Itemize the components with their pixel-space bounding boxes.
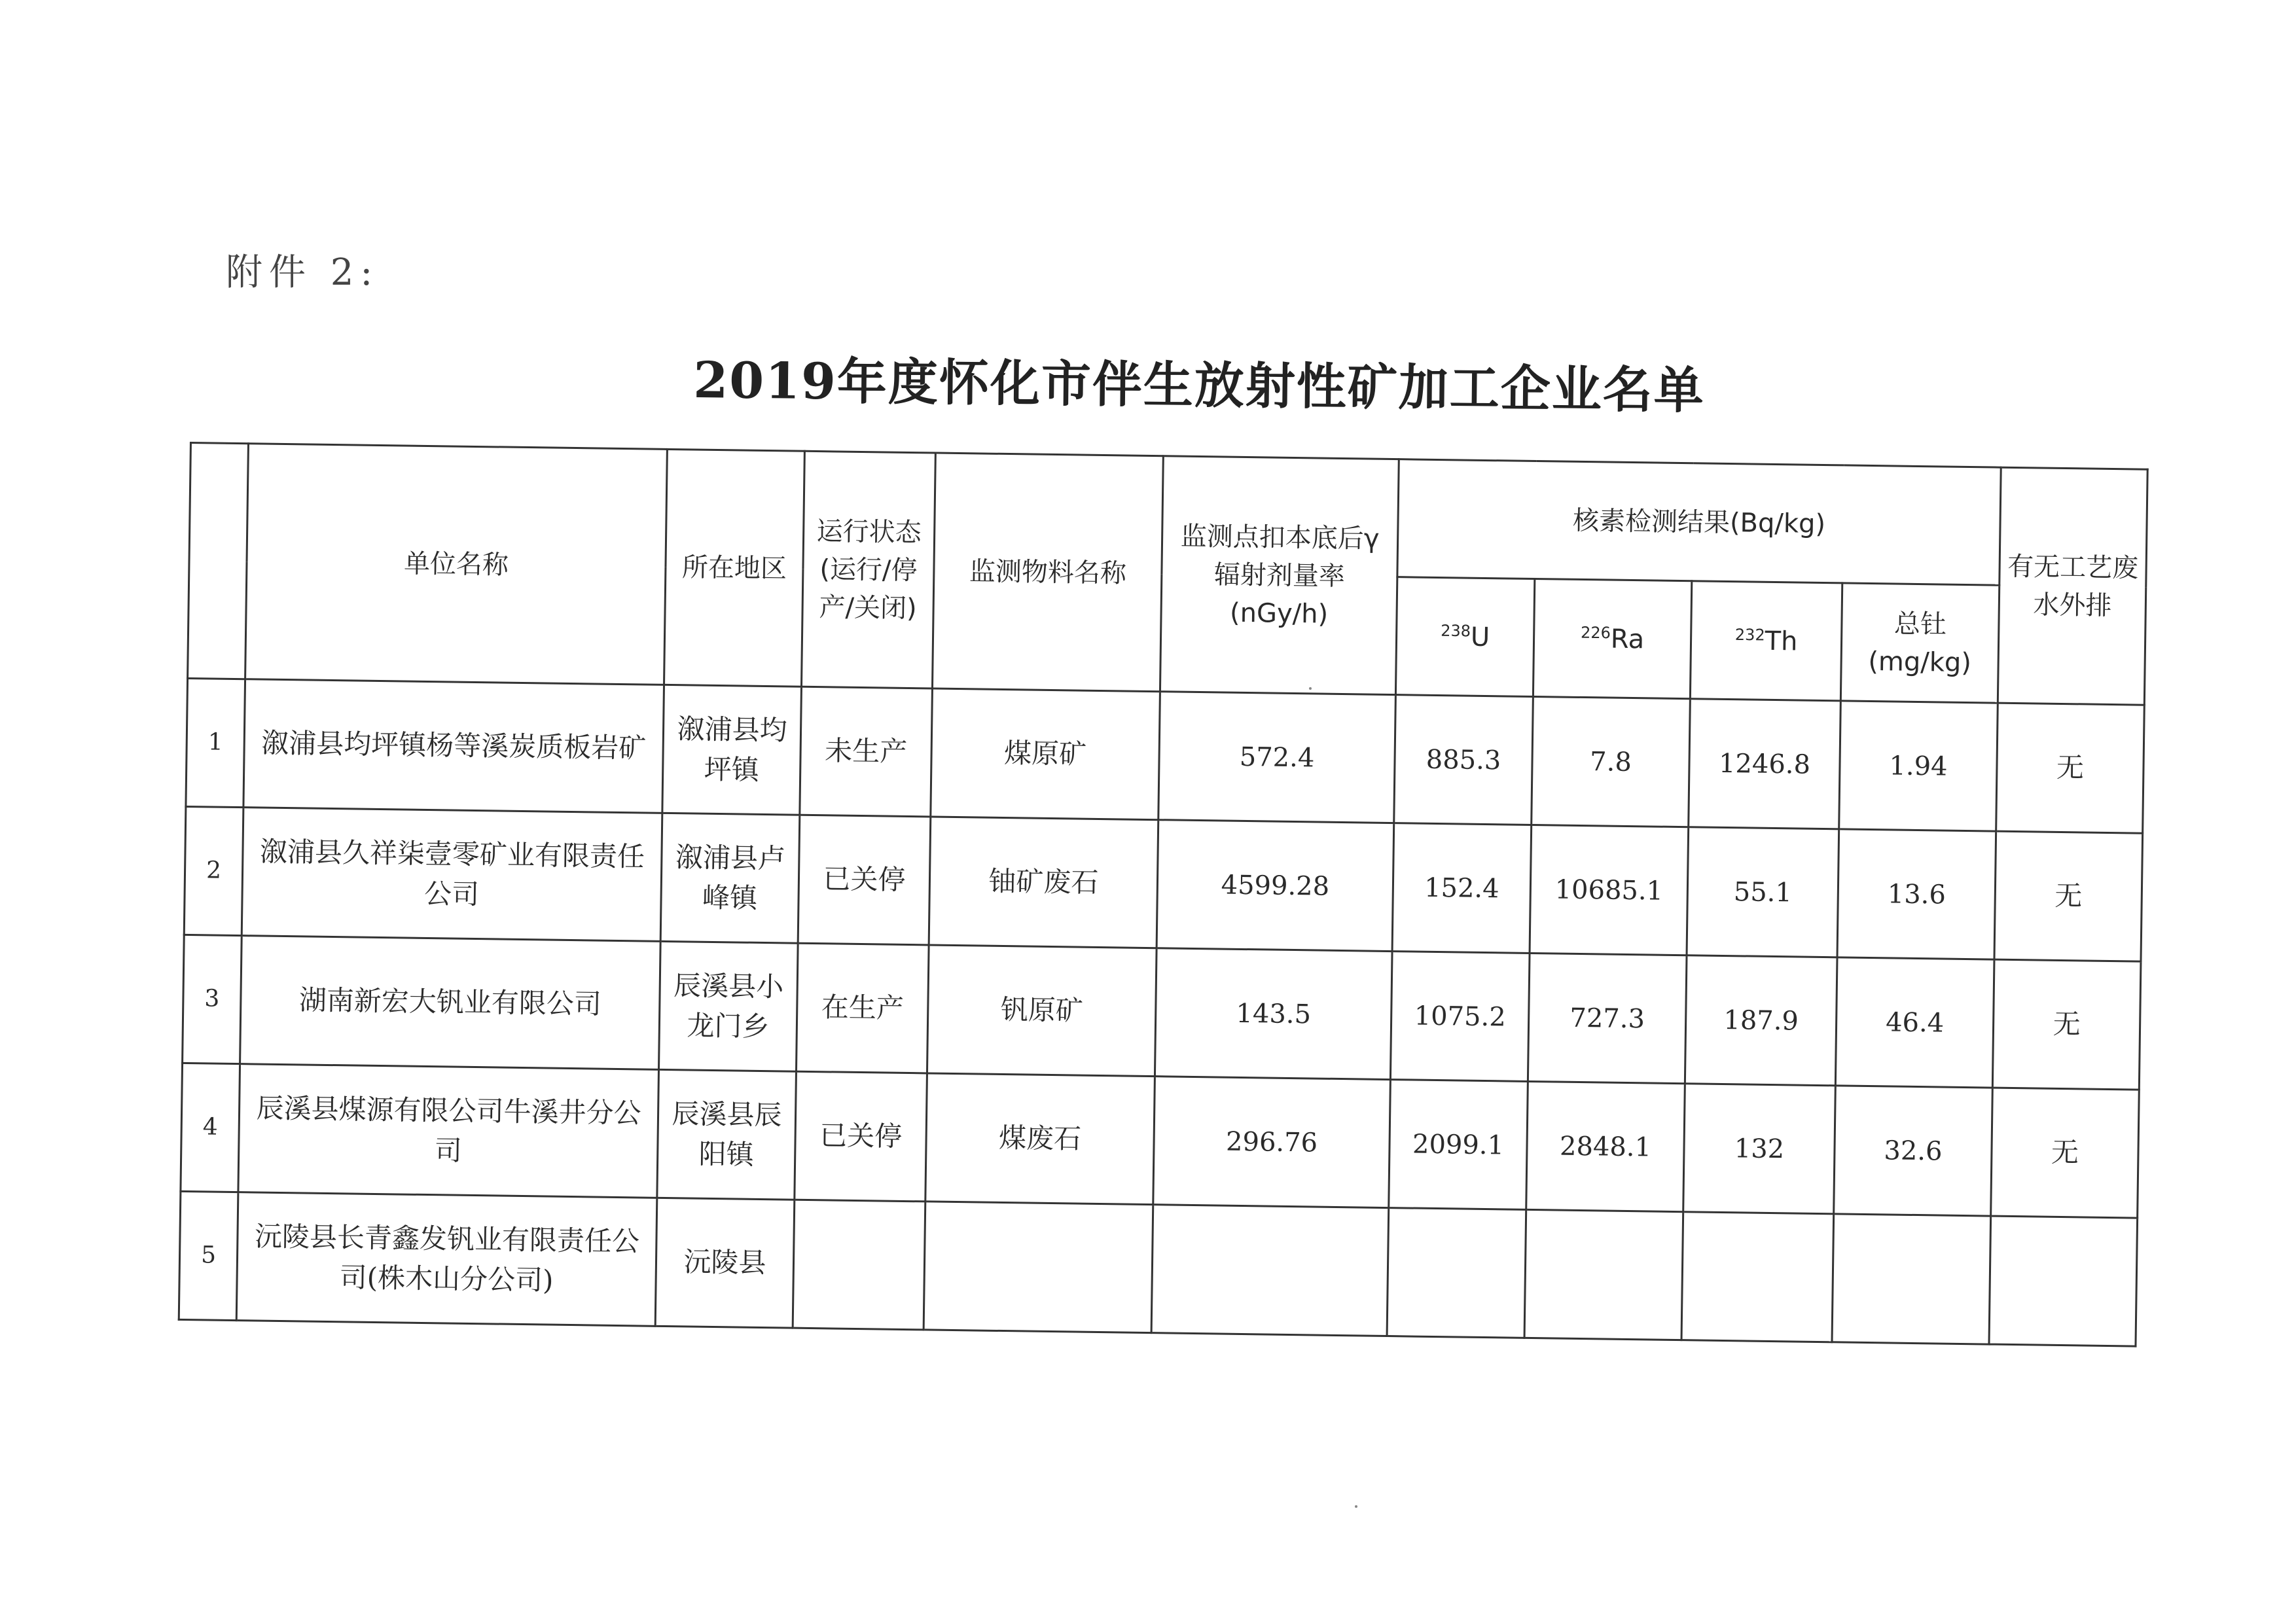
- th232-cell: 1246.8: [1689, 699, 1841, 829]
- header-dose-rate: 监测点扣本底后γ辐射剂量率(nGy/h): [1160, 456, 1399, 695]
- th232-cell: [1681, 1212, 1834, 1342]
- ra226-cell: 10685.1: [1530, 825, 1689, 955]
- location-cell: 溆浦县卢峰镇: [660, 813, 800, 943]
- location-cell: 溆浦县均坪镇: [662, 685, 802, 815]
- material-cell: [924, 1202, 1153, 1333]
- attachment-label: 附件 2:: [226, 251, 380, 294]
- header-unit-name: 单位名称: [245, 444, 668, 685]
- wastewater-cell: 无: [1991, 1088, 2140, 1218]
- total-thorium-cell: 13.6: [1837, 829, 1996, 959]
- scan-speck: [1309, 687, 1312, 690]
- ra226-symbol: Ra: [1610, 624, 1645, 654]
- header-wastewater: 有无工艺废水外排: [1998, 467, 2147, 705]
- ra226-cell: [1524, 1209, 1683, 1340]
- ra226-mass-number: 226: [1580, 623, 1611, 642]
- status-cell: [793, 1200, 925, 1330]
- header-location: 所在地区: [664, 449, 805, 687]
- total-thorium-cell: 46.4: [1835, 957, 1994, 1088]
- dose-rate-cell: 143.5: [1155, 948, 1392, 1080]
- row-index: 1: [186, 678, 245, 807]
- document-title: 2019年度怀化市伴生放射性矿加工企业名单: [692, 350, 1706, 420]
- material-cell: 煤废石: [925, 1073, 1155, 1205]
- total-thorium-cell: 32.6: [1834, 1086, 1993, 1216]
- th232-cell: 55.1: [1687, 827, 1839, 957]
- ra226-cell: 727.3: [1528, 953, 1687, 1083]
- header-ra226: [1533, 579, 1691, 698]
- wastewater-cell: 无: [1992, 959, 2141, 1090]
- row-index: 5: [179, 1191, 238, 1320]
- location-cell: 辰溪县小龙门乡: [659, 941, 798, 1071]
- u238-symbol: U: [1470, 622, 1490, 652]
- status-cell: 未生产: [800, 687, 933, 817]
- u238-mass-number: 238: [1441, 621, 1471, 640]
- dose-rate-cell: 572.4: [1158, 692, 1396, 823]
- ra226-cell: 2848.1: [1526, 1081, 1685, 1211]
- row-index: 4: [181, 1063, 240, 1192]
- material-cell: 铀矿废石: [929, 817, 1158, 948]
- unit-name-cell: 辰溪县煤源有限公司牛溪井分公司: [238, 1064, 659, 1198]
- table-row: [179, 1191, 2137, 1346]
- status-cell: 已关停: [795, 1071, 927, 1202]
- total-thorium-cell: 1.94: [1839, 701, 1998, 831]
- header-index: [188, 443, 249, 679]
- th232-mass-number: 232: [1734, 625, 1765, 644]
- header-u238: [1395, 577, 1534, 697]
- unit-name-cell: 沅陵县长青鑫发钒业有限责任公司(株木山分公司): [236, 1192, 657, 1327]
- u238-cell: 885.3: [1394, 695, 1534, 825]
- wastewater-cell: [1989, 1216, 2138, 1346]
- header-status: 运行状态(运行/停产/关闭): [801, 451, 935, 688]
- enterprise-table: [178, 442, 2149, 1347]
- header-th232: [1690, 581, 1842, 701]
- dose-rate-cell: 4599.28: [1157, 820, 1394, 952]
- u238-cell: [1387, 1208, 1526, 1338]
- enterprise-table-wrapper: [178, 442, 2149, 1347]
- header-total-thorium: 总钍(mg/kg): [1840, 583, 1999, 703]
- row-index: 3: [183, 935, 242, 1063]
- u238-cell: 2099.1: [1389, 1080, 1528, 1210]
- row-index: 2: [184, 806, 243, 935]
- ra226-cell: 7.8: [1532, 696, 1691, 827]
- unit-name-cell: 溆浦县久祥柒壹零矿业有限责任公司: [242, 808, 662, 942]
- status-cell: 在生产: [796, 943, 929, 1073]
- wastewater-cell: 无: [1996, 703, 2145, 833]
- material-cell: 钒原矿: [927, 945, 1157, 1077]
- total-thorium-cell: [1832, 1214, 1991, 1344]
- material-cell: 煤原矿: [931, 688, 1160, 820]
- unit-name-cell: 溆浦县均坪镇杨等溪炭质板岩矿: [243, 679, 664, 813]
- u238-cell: 152.4: [1392, 823, 1532, 954]
- th232-cell: 187.9: [1685, 955, 1837, 1086]
- unit-name-cell: 湖南新宏大钒业有限公司: [240, 936, 661, 1070]
- dose-rate-cell: [1151, 1205, 1389, 1336]
- header-nuclide-results: 核素检测结果(Bq/kg): [1397, 459, 2001, 586]
- header-material: 监测物料名称: [932, 453, 1163, 692]
- wastewater-cell: 无: [1994, 831, 2143, 961]
- location-cell: 沅陵县: [655, 1198, 795, 1328]
- location-cell: 辰溪县辰阳镇: [657, 1069, 797, 1200]
- th232-symbol: Th: [1765, 626, 1798, 656]
- status-cell: 已关停: [798, 815, 931, 945]
- scan-speck: [1355, 1505, 1357, 1508]
- u238-cell: 1075.2: [1390, 952, 1530, 1082]
- dose-rate-cell: 296.76: [1153, 1077, 1391, 1208]
- th232-cell: 132: [1683, 1084, 1836, 1214]
